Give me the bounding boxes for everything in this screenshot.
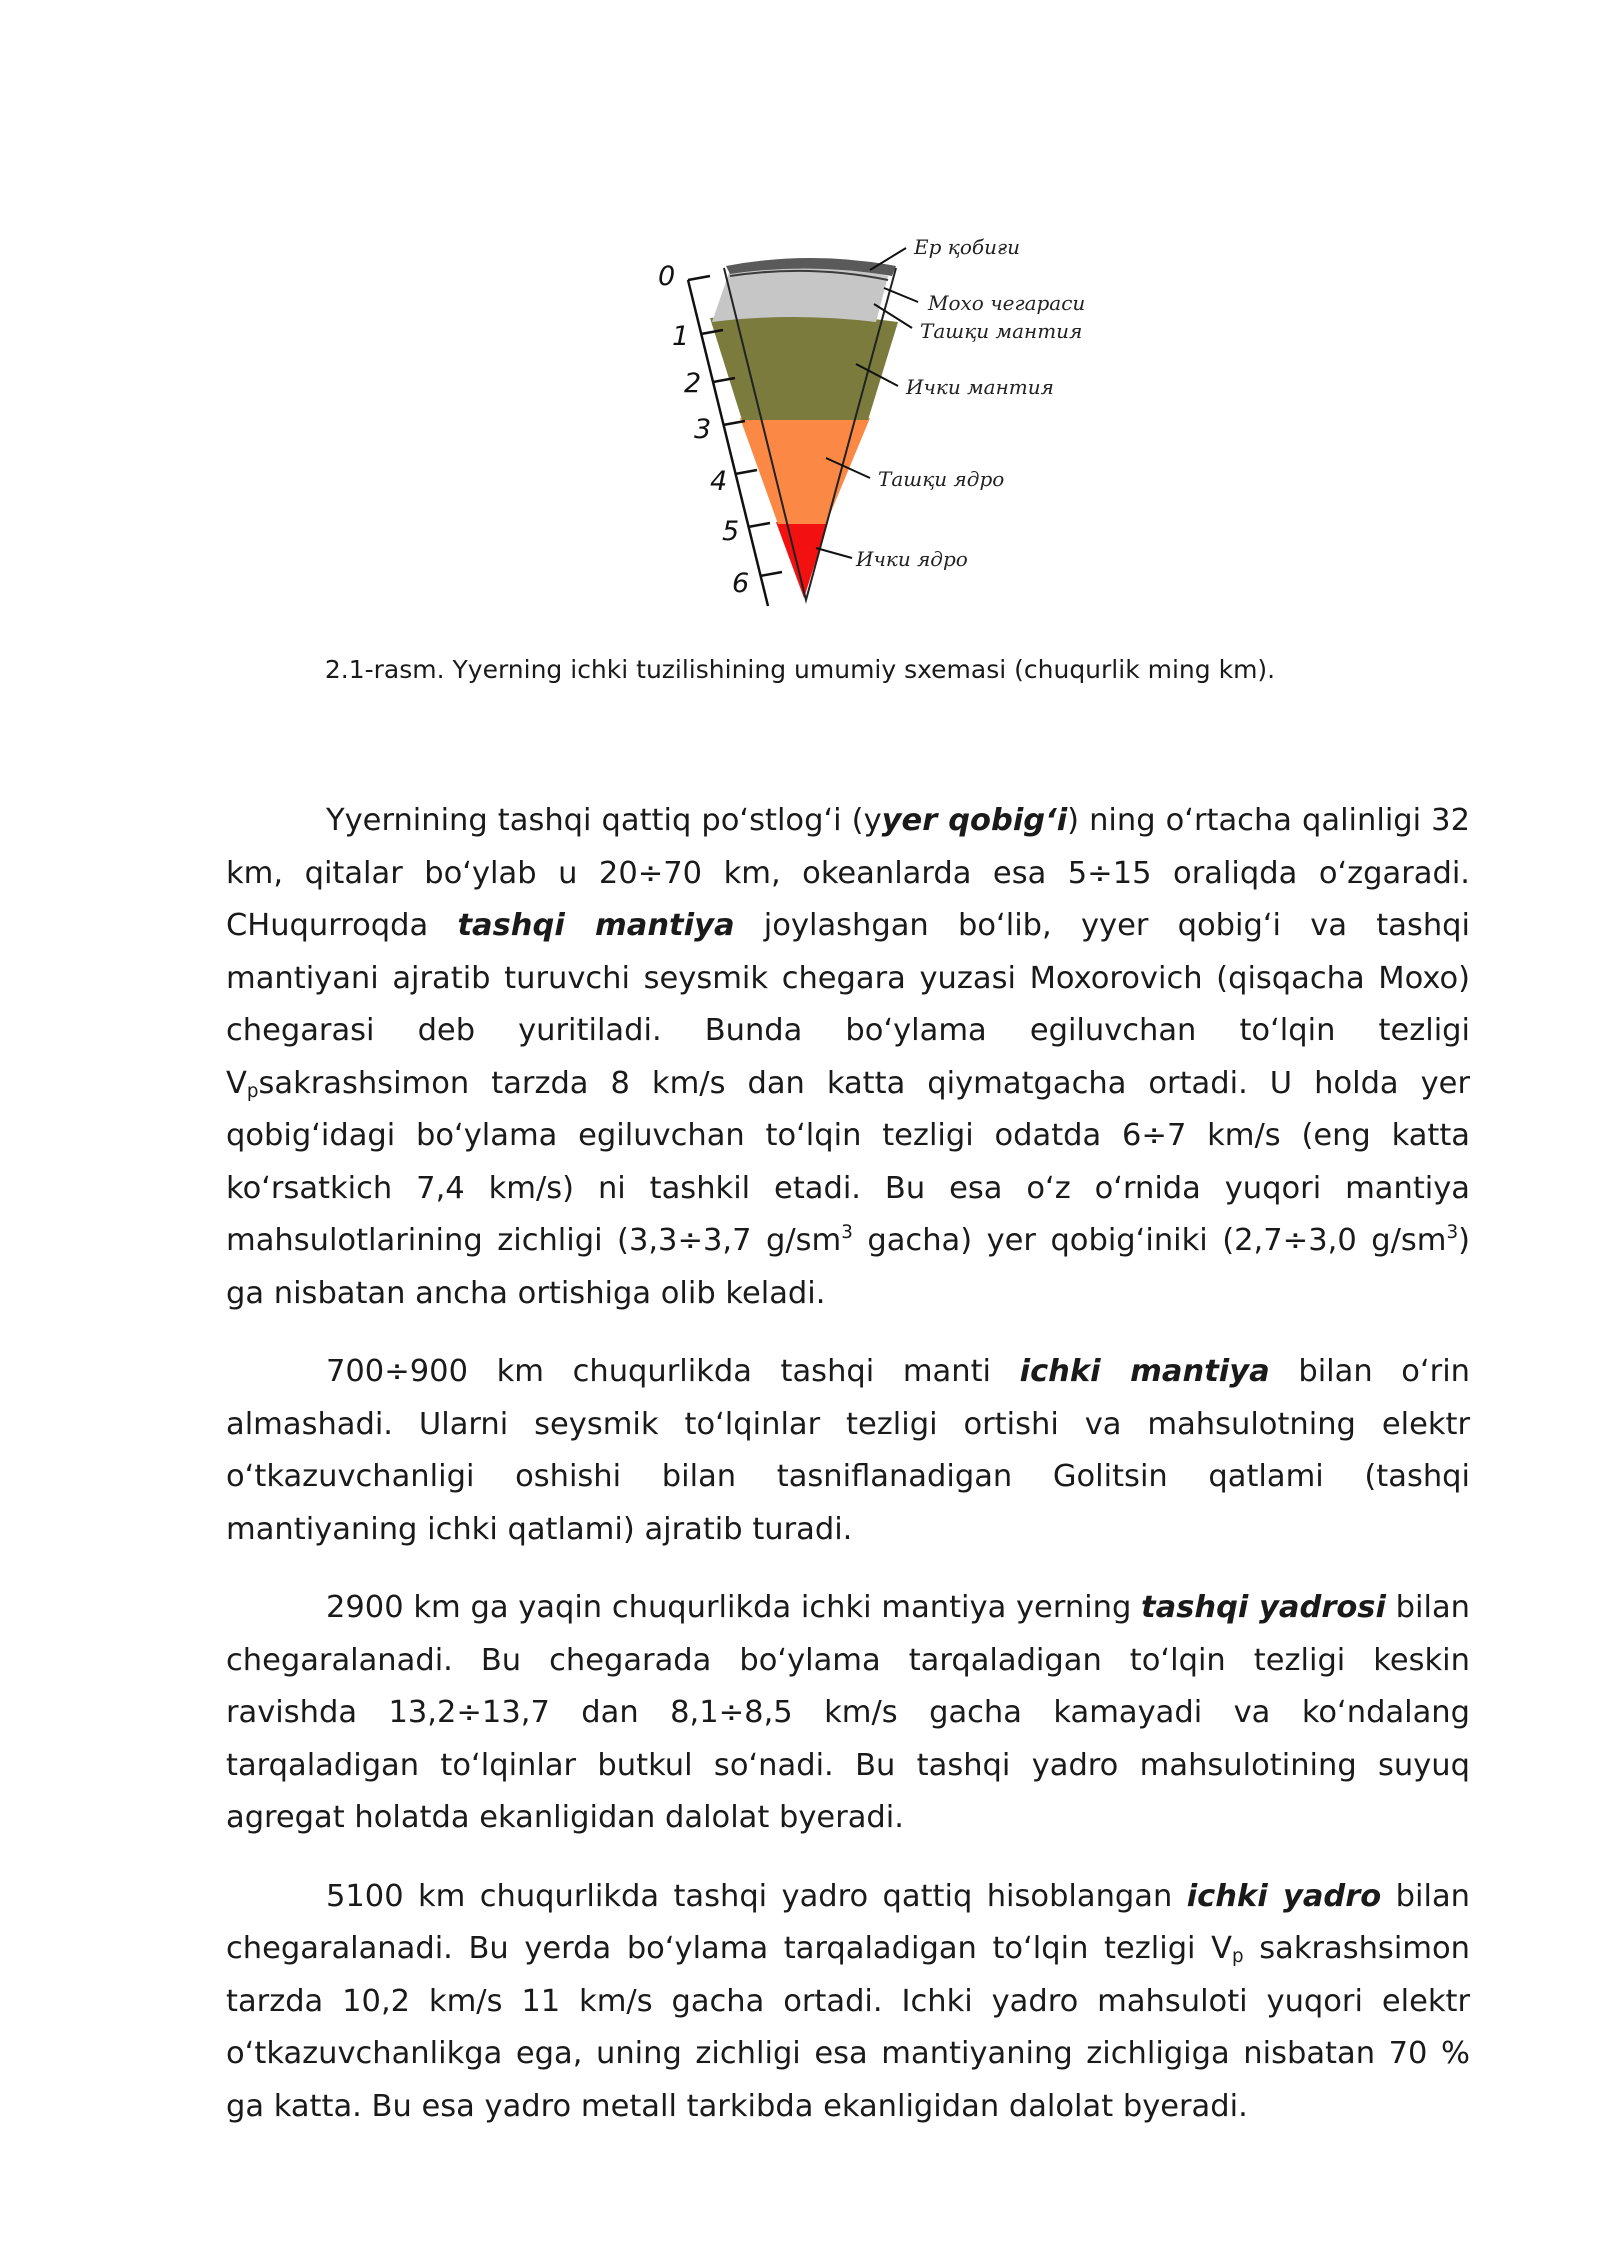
key-term: ichki mantiya bbox=[1019, 1354, 1270, 1389]
text-run: bilan chegaralanadi. Bu chegarada boʻylama tarqaladigan toʻlqin tezligi keskin ravishda 13,2÷13,7 dan 8,1÷8,5 km/s gacha kamayadi va koʻndalang tarqaladigan toʻlqinlar butkul soʻnadi. Bu tashqi yadro mahsulotining suyuq agregat holatda ekanligidan dalolat byeradi. bbox=[226, 1590, 1470, 1835]
text-run: sakrashsimon tarzda 10,2 km/s 11 km/s gacha ortadi. Ichki yadro mahsuloti yuqori elektr oʻtkazuvchanlikga ega, uning zichligi esa mantiyaning zichligiga nisbatan 70 % ga katta. Bu esa yadro metall tarkibda ekanligidan dalolat byeradi. bbox=[226, 1931, 1470, 2124]
depth-label-0: 0 bbox=[658, 261, 676, 292]
subscript: p bbox=[1232, 1946, 1244, 1967]
label-inner-core: Ички ядро bbox=[856, 547, 968, 571]
earth-structure-figure bbox=[0, 0, 1600, 720]
depth-label-2: 2 bbox=[684, 368, 702, 399]
text-run: sakrashsimon tarzda 8 km/s dan katta qiymatgacha ortadi. U holda yer qobigʻidagi boʻylama egiluvchan toʻlqin tezligi odatda 6÷7 km/s (eng katta koʻrsatkich 7,4 km/s) ni tashkil etadi. Bu esa oʻz oʻrnida yuqori mantiya mahsulotlarining zichligi (3,3÷3,7 g/sm bbox=[226, 1065, 1470, 1258]
paragraph-4 bbox=[226, 1871, 1470, 2134]
text-run: ) ning oʻrtacha qalinligi 32 km, qitalar boʻylab u 20÷70 km, okeanlarda esa 5÷15 oraliqda oʻzgaradi. CHuqurroqda bbox=[226, 803, 1470, 943]
text-run: 2900 km ga yaqin chuqurlikda ichki mantiya yerning bbox=[326, 1590, 1142, 1625]
paragraph-3 bbox=[226, 1582, 1470, 1845]
depth-label-4: 4 bbox=[710, 466, 728, 497]
superscript: 3 bbox=[1446, 1222, 1459, 1243]
paragraph-1 bbox=[226, 795, 1470, 1320]
leader-inner-core bbox=[816, 548, 852, 558]
text-run: bilan chegaralanadi. Bu yerda boʻylama tarqaladigan toʻlqin tezligi V bbox=[226, 1878, 1470, 1966]
key-term: tashqi mantiya bbox=[457, 908, 735, 943]
depth-label-3: 3 bbox=[694, 414, 712, 445]
depth-label-6: 6 bbox=[732, 568, 750, 599]
paragraph-2 bbox=[226, 1346, 1470, 1556]
label-inner-mantle: Ички мантия bbox=[906, 375, 1054, 399]
label-outer-core: Ташқи ядро bbox=[878, 467, 1005, 491]
superscript: 3 bbox=[841, 1222, 853, 1243]
text-run: Yyernining tashqi qattiq poʻstlogʻi (y bbox=[326, 803, 882, 838]
earth-section-diagram bbox=[0, 0, 1600, 720]
key-term: yer qobigʻi bbox=[881, 803, 1068, 838]
key-term: ichki yadro bbox=[1186, 1878, 1382, 1914]
label-outer-mantle: Ташқи мантия bbox=[920, 319, 1083, 343]
body-text bbox=[226, 795, 1470, 2159]
text-run: bilan oʻrin almashadi. Ularni seysmik toʻlqinlar tezligi ortishi va mahsulotning elektr oʻtkazuvchanligi oshishi bilan tasniflanadigan Golitsin qatlami (tashqi mantiyaning ichki qatlami) ajratib turadi. bbox=[226, 1354, 1470, 1547]
figure-caption: 2.1-rasm. Yyerning ichki tuzilishining umumiy sxemasi (chuqurlik ming km). bbox=[324, 655, 1276, 684]
text-run: 700÷900 km chuqurlikda tashqi manti bbox=[326, 1354, 1020, 1389]
subscript: p bbox=[246, 1080, 259, 1102]
depth-label-5: 5 bbox=[722, 516, 740, 547]
text-run: gacha) yer qobigʻiniki (2,7÷3,0 g/sm bbox=[852, 1223, 1447, 1258]
text-run: ) ga nisbatan ancha ortishiga olib keladi. bbox=[226, 1223, 1470, 1311]
text-run: 5100 km chuqurlikda tashqi yadro qattiq hisoblangan bbox=[326, 1878, 1187, 1914]
label-crust: Ер қобиғи bbox=[914, 235, 1020, 259]
text-run: joylashgan boʻlib, yyer qobigʻi va tashqi mantiyani ajratib turuvchi seysmik chegara yuzasi Moxorovich (qisqacha Moxo) chegarasi deb yuritiladi. Bunda boʻylama egiluvchan toʻlqin tezligi V bbox=[226, 908, 1470, 1101]
key-term: tashqi yadrosi bbox=[1141, 1590, 1386, 1625]
depth-label-1: 1 bbox=[672, 321, 690, 352]
label-moho: Мохо чегараси bbox=[928, 291, 1086, 315]
